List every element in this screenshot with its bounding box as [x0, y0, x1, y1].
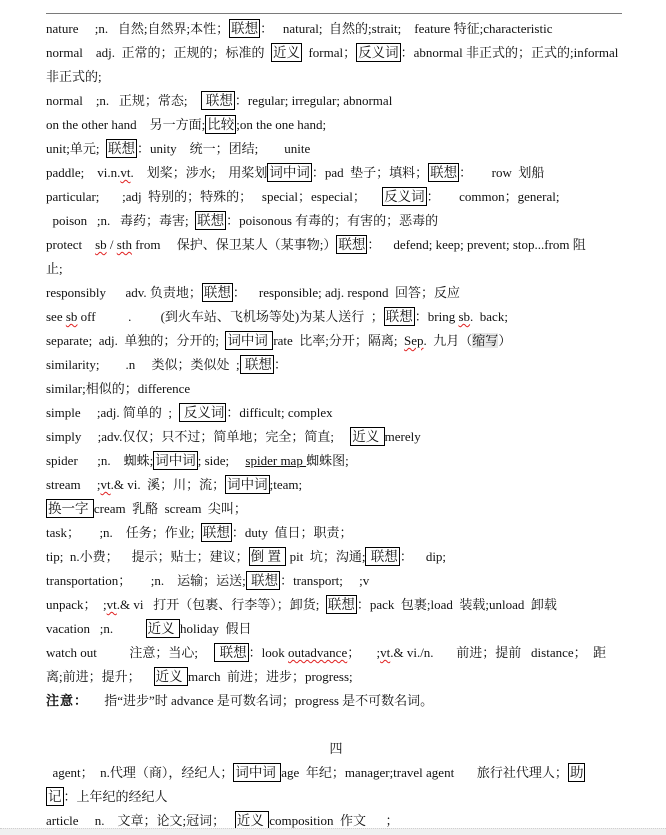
- boxed-label: 记: [48, 789, 62, 804]
- text-segment: ：look: [248, 645, 289, 660]
- text-line: [46, 329, 626, 353]
- boxed-label: 联想: [231, 21, 259, 36]
- text-line: [46, 689, 626, 713]
- text-segment: similarity; .n 类似；类似处 ;: [46, 357, 240, 372]
- text-segment: . 划桨；涉水; 用桨划: [130, 165, 268, 180]
- text-line: [46, 593, 626, 617]
- text-segment: nature ;n. 自然;自然界;本性；: [46, 21, 230, 36]
- text-segment: ： row 划船: [459, 165, 545, 180]
- boxed-label: 联想: [338, 237, 366, 252]
- text-segment: ）: [498, 333, 512, 348]
- text-segment: ：poisonous 有毒的；有害的；恶毒的: [226, 213, 439, 228]
- spellcheck-flagged-word: sth: [116, 237, 132, 252]
- text-segment: 非正式的;: [46, 69, 102, 84]
- text-line: [46, 41, 626, 65]
- text-segment: . 九月（: [423, 333, 473, 348]
- text-segment: simply ;adv.仅仅；只不过；简单地；完全；简直;: [46, 429, 351, 444]
- boxed-label: 联想: [216, 645, 247, 660]
- text-line: [46, 401, 626, 425]
- text-segment: ：pack 包裹;load 装载;unload 卸载: [356, 597, 557, 612]
- text-segment: 止;: [46, 261, 63, 276]
- spellcheck-flagged-word: sb: [458, 309, 471, 324]
- text-segment: .& vi./n. 前进；提前 distance； 距: [390, 645, 607, 660]
- boxed-label: 联想: [385, 309, 413, 324]
- text-segment: task； ;n. 任务；作业;: [46, 525, 201, 540]
- text-line: [46, 281, 626, 305]
- text-line: [46, 17, 626, 41]
- boxed-label: 联想: [430, 165, 458, 180]
- vocabulary-list-section-4: [46, 761, 626, 833]
- text-segment: stream ;: [46, 477, 101, 492]
- boxed-label: 联想: [107, 141, 135, 156]
- text-line: [46, 377, 626, 401]
- boxed-label: 倒 置: [250, 549, 285, 564]
- boxed-label: 助: [569, 765, 584, 780]
- note-label: 注意：: [46, 694, 89, 709]
- text-segment: spider ;n. 蜘蛛;: [46, 453, 154, 468]
- text-segment: off . (到火车站、飞机场等处)为某人送行 ；: [77, 309, 384, 324]
- text-segment: ：: [273, 357, 287, 372]
- text-segment: march 前进；进步；progress;: [188, 669, 353, 684]
- text-segment: ：difficult; complex: [226, 405, 333, 420]
- text-segment: cream 乳酪 scream 尖叫；: [93, 501, 247, 516]
- text-segment: poison ;n. 毒药；毒害;: [46, 213, 196, 228]
- text-segment: ： defend; keep; prevent; stop...from 阻: [367, 237, 586, 252]
- text-segment: ;on the one hand;: [236, 117, 327, 132]
- text-segment: particular; ;adj 特别的；特殊的； special；especial；: [46, 189, 383, 204]
- text-line: [46, 641, 626, 665]
- text-segment: unit;单元;: [46, 141, 106, 156]
- text-segment: holiday 假日: [180, 621, 252, 636]
- boxed-label: 词中词: [227, 477, 268, 492]
- boxed-label: 联想: [203, 285, 231, 300]
- vocabulary-list: [46, 17, 626, 713]
- highlighted-text: 缩写: [472, 333, 499, 348]
- text-segment: on the other hand 另一方面;: [46, 117, 206, 132]
- boxed-label: 联想: [327, 597, 355, 612]
- blank-line: [46, 713, 626, 737]
- text-segment: responsibly adv. 负责地；: [46, 285, 202, 300]
- boxed-label: 近义: [352, 429, 383, 444]
- text-line: [46, 569, 626, 593]
- text-segment: from 保护、保卫某人（某事物;）: [131, 237, 337, 252]
- boxed-label: 词中词: [269, 165, 310, 180]
- boxed-label: 词中词: [235, 765, 280, 780]
- spellcheck-flagged-word: vt: [100, 477, 111, 492]
- section-heading: 四: [329, 741, 343, 756]
- text-segment: ：bring: [414, 309, 459, 324]
- boxed-label: 词中词: [227, 333, 272, 348]
- text-segment: composition 作文 ；: [269, 813, 399, 828]
- text-line: [46, 113, 626, 137]
- text-segment: ：duty 值日；职责；: [231, 525, 353, 540]
- text-line: [46, 473, 626, 497]
- boxed-label: 反义词: [384, 189, 425, 204]
- text-segment: ; side;: [197, 453, 246, 468]
- text-segment: /: [106, 237, 117, 252]
- text-line: [46, 137, 626, 161]
- text-line: [46, 353, 626, 377]
- boxed-label: 词中词: [155, 453, 196, 468]
- text-segment: simple ;adj. 简单的 ;: [46, 405, 179, 420]
- boxed-label: 近义: [147, 621, 179, 636]
- text-segment: see: [46, 309, 66, 324]
- text-segment: normal adj. 正常的；正规的；标准的: [46, 45, 271, 60]
- spellcheck-flagged-word: vt: [106, 597, 117, 612]
- text-line: [46, 761, 626, 785]
- spellcheck-flagged-word: vt: [120, 165, 131, 180]
- boxed-label: 联想: [202, 525, 230, 540]
- text-segment: ：pad 垫子；填料；: [311, 165, 429, 180]
- text-segment: .& vi. 溪；川；流；: [110, 477, 226, 492]
- boxed-label: 近义: [236, 813, 268, 828]
- text-segment: transportation； ;n. 运输；运送;: [46, 573, 246, 588]
- boxed-label: 联想: [197, 213, 225, 228]
- text-segment: . back;: [470, 309, 508, 324]
- boxed-label: 换一字: [48, 501, 92, 516]
- text-line: [46, 785, 626, 809]
- text-segment: merely: [384, 429, 421, 444]
- spellcheck-flagged-word: sb: [65, 309, 78, 324]
- text-segment: age 年纪；manager;travel agent 旅行社代理人；: [281, 765, 568, 780]
- text-segment: ； ;: [347, 645, 381, 660]
- text-line: [46, 161, 626, 185]
- text-segment: article n. 文章；论文;冠词；: [46, 813, 235, 828]
- spellcheck-flagged-word: Sep: [404, 333, 424, 348]
- text-segment: watch out 注意；当心;: [46, 645, 215, 660]
- boxed-label: 比较: [207, 117, 235, 132]
- text-segment: agent； n.代理（商），经纪人；: [46, 765, 234, 780]
- boxed-label: 联想: [367, 549, 398, 564]
- text-segment: normal ;n. 正规；常态;: [46, 93, 201, 108]
- text-line: [46, 257, 626, 281]
- boxed-label: 反义词: [358, 45, 399, 60]
- boxed-label: 联想: [202, 93, 233, 108]
- text-segment: ：unity 统一；团结; unite: [136, 141, 311, 156]
- text-segment: pit 坑；沟通;: [286, 549, 366, 564]
- text-segment: .& vi 打开（包裹、行李等）；卸货;: [116, 597, 326, 612]
- boxed-label: 反义词: [180, 405, 225, 420]
- text-line: [46, 665, 626, 689]
- text-segment: ： responsible; adj. respond 回答；反应: [232, 285, 460, 300]
- text-line: [46, 497, 626, 521]
- text-segment: 离;前进；提升；: [46, 669, 154, 684]
- text-line: [46, 89, 626, 113]
- boxed-label: 联想: [247, 573, 279, 588]
- text-segment: ： common；general;: [426, 189, 560, 204]
- boxed-label: 近义: [272, 45, 300, 60]
- text-segment: vacation ;n.: [46, 621, 146, 636]
- text-segment: 指“进步”时 advance 是可数名词；progress 是不可数名词。: [88, 693, 434, 708]
- underlined-text: spider map: [245, 453, 307, 468]
- text-segment: ：regular; irregular; abnormal: [234, 93, 393, 108]
- text-segment: rate 比率;分开；隔离;: [273, 333, 405, 348]
- text-line: [46, 545, 626, 569]
- spellcheck-flagged-word: vt: [380, 645, 391, 660]
- text-segment: tip; n.小费； 提示；贴士；建议；: [46, 549, 249, 564]
- text-line: [46, 449, 626, 473]
- spellcheck-flagged-word: sb: [95, 237, 107, 252]
- text-segment: ;team;: [269, 477, 303, 492]
- text-segment: paddle; vi.n.: [46, 165, 121, 180]
- text-segment: ：abnormal 非正式的；正式的;informal: [400, 45, 619, 60]
- text-segment: ：上年纪的经纪人: [63, 789, 168, 804]
- text-segment: ： dip;: [399, 549, 447, 564]
- text-line: [46, 521, 626, 545]
- text-segment: unpack； ;: [46, 597, 107, 612]
- text-segment: separate; adj. 单独的；分开的;: [46, 333, 226, 348]
- text-line: [46, 425, 626, 449]
- boxed-label: 近义: [155, 669, 186, 684]
- text-line: [46, 185, 626, 209]
- text-line: [46, 617, 626, 641]
- text-segment: ：transport; ;v: [280, 573, 370, 588]
- text-line: [46, 305, 626, 329]
- spellcheck-flagged-word: outadvance: [288, 645, 348, 660]
- text-segment: formal；: [301, 45, 357, 60]
- text-line: [46, 65, 626, 89]
- text-segment: protect: [46, 237, 96, 252]
- text-segment: 蜘蛛图;: [306, 453, 349, 468]
- document-body: [46, 17, 626, 833]
- text-segment: similar;相似的；difference: [46, 381, 191, 396]
- text-segment: ： natural; 自然的;strait; feature 特征;characteristic: [260, 21, 553, 36]
- header-rule: [46, 13, 622, 14]
- text-line: [46, 209, 626, 233]
- text-line: [46, 233, 626, 257]
- boxed-label: 联想: [241, 357, 272, 372]
